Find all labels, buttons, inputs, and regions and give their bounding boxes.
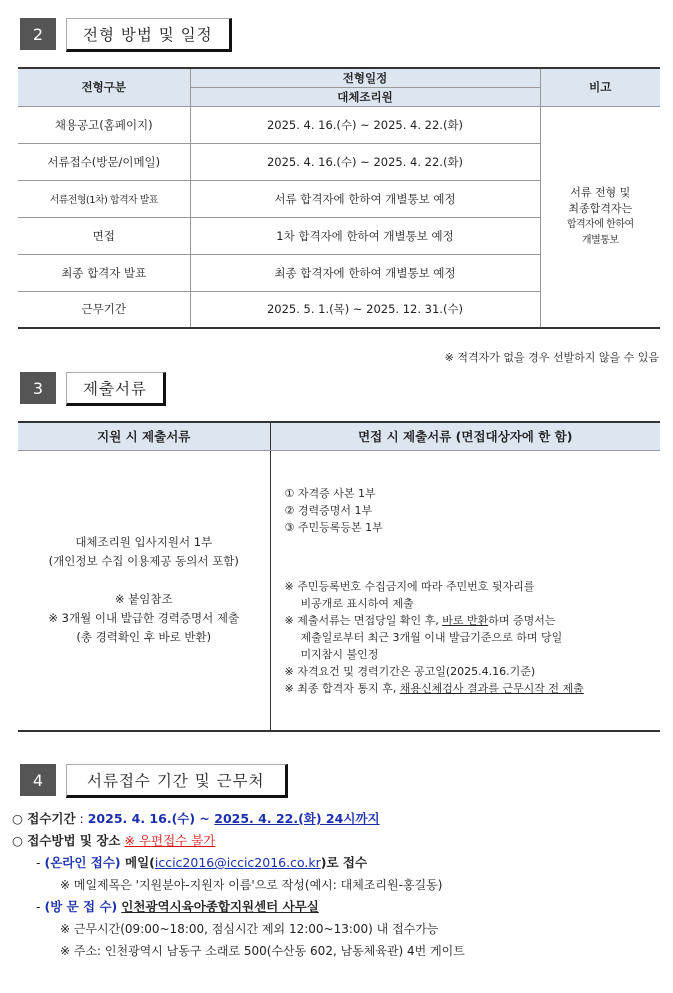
remark-line: 최종합격자는 [568,201,633,215]
interview-doc-item: ① 자격증 사본 1부 [284,486,376,500]
interview-note: ※ 제출서류는 면접당일 확인 후, 바로 반환하며 증명서는 [284,613,556,627]
header-apply-docs: 지원 시 제출서류 [18,422,270,450]
interview-note: ※ 최종 합격자 통지 후, 채용신체검사 결과를 근무시작 전 제출 [284,681,584,695]
row-category: 서류전형(1차) 합격자 발표 [18,180,190,217]
section-number: 4 [20,764,56,796]
row-category: 최종 합격자 발표 [18,254,190,291]
apply-doc-line: (총 경력확인 후 바로 반환) [76,630,212,645]
section-title: 전형 방법 및 일정 [66,18,232,52]
section-3-header [20,372,166,406]
online-note: ※ 메일제목은 '지원분야-지원자 이름'으로 작성(예시: 대체조리원-홍길동) [60,878,443,892]
header-interview-docs: 면접 시 제출서류 (면접대상자에 한 함) [270,422,660,450]
interview-note: ※ 주민등록번호 수집금지에 따라 주민번호 뒷자리를 [284,579,535,593]
row-category: 채용공고(홈페이지) [18,106,190,143]
spacer [18,571,270,590]
remark-cell [540,106,660,328]
section-title: 서류접수 기간 및 근무처 [66,764,288,798]
apply-doc-line: (개인정보 수집 이용제공 동의서 포함) [48,554,239,569]
row-category: 서류접수(방문/이메일) [18,143,190,180]
row-schedule: 1차 합격자에 한하여 개별통보 예정 [190,217,540,254]
section-number: 2 [20,18,56,50]
method-line: ○ 접수방법 및 장소 ※ 우편접수 불가 [12,833,216,848]
section-4-header [20,764,288,798]
remark-line: 서류 전형 및 [570,185,631,199]
header-sub: 대체조리원 [190,87,540,106]
section-number: 3 [20,372,56,404]
section-title: 제출서류 [66,372,166,406]
row-schedule: 2025. 5. 1.(목) ~ 2025. 12. 31.(수) [190,291,540,328]
online-line: - (온라인 접수) 메일(iccic2016@iccic2016.co.kr)로 접수 [36,855,368,870]
apply-doc-line: 대체조리원 입사지원서 1부 [75,535,213,550]
period-line: ○ 접수기간 : 2025. 4. 16.(수) ~ 2025. 4. 22.(화) 24시까지 [12,811,380,826]
interview-note: 비공개로 표시하여 제출 [300,596,414,610]
interview-note: 제출일로부터 최근 3개월 이내 발급기준으로 하며 당일 [300,630,563,644]
schedule-table [18,67,660,329]
section-2-header [20,18,232,52]
documents-table [18,421,660,732]
interview-doc-item: ② 경력증명서 1부 [284,503,373,517]
interview-docs-cell [270,450,660,731]
header-category: 전형구분 [18,68,190,106]
visit-note: ※ 근무시간(09:00~18:00, 점심시간 제외 12:00~13:00) 내 접수가능 [60,922,439,936]
interview-note: 미지참시 불인정 [300,647,379,661]
apply-docs-cell [18,450,270,731]
row-category: 면접 [18,217,190,254]
row-schedule: 서류 합격자에 한하여 개별통보 예정 [190,180,540,217]
disclaimer-note: ※ 적격자가 없을 경우 선발하지 않을 수 있음 [444,351,659,364]
row-schedule: 2025. 4. 16.(수) ~ 2025. 4. 22.(화) [190,143,540,180]
header-schedule: 전형일정 [190,68,540,87]
submission-info [12,808,465,962]
visit-line: - (방 문 접 수) 인천광역시육아종합지원센터 사무실 [36,899,319,914]
apply-doc-line: ※ 붙임참조 [114,592,173,607]
header-remark: 비고 [540,68,660,106]
interview-note: ※ 자격요건 및 경력기간은 공고일(2025.4.16.기준) [284,664,536,678]
row-schedule: 최종 합격자에 한하여 개별통보 예정 [190,254,540,291]
row-category: 근무기간 [18,291,190,328]
row-schedule: 2025. 4. 16.(수) ~ 2025. 4. 22.(화) [190,106,540,143]
interview-doc-item: ③ 주민등록등본 1부 [284,520,383,534]
remark-line: 합격자에 한하여 [566,218,634,230]
visit-note: ※ 주소: 인천광역시 남동구 소래로 500(수산동 602, 남동체육관) 4번 게이트 [60,944,465,958]
apply-doc-line: ※ 3개월 이내 발급한 경력증명서 제출 [48,611,240,626]
remark-line: 개별통보 [581,234,619,246]
email-link[interactable]: iccic2016@iccic2016.co.kr [154,855,321,870]
